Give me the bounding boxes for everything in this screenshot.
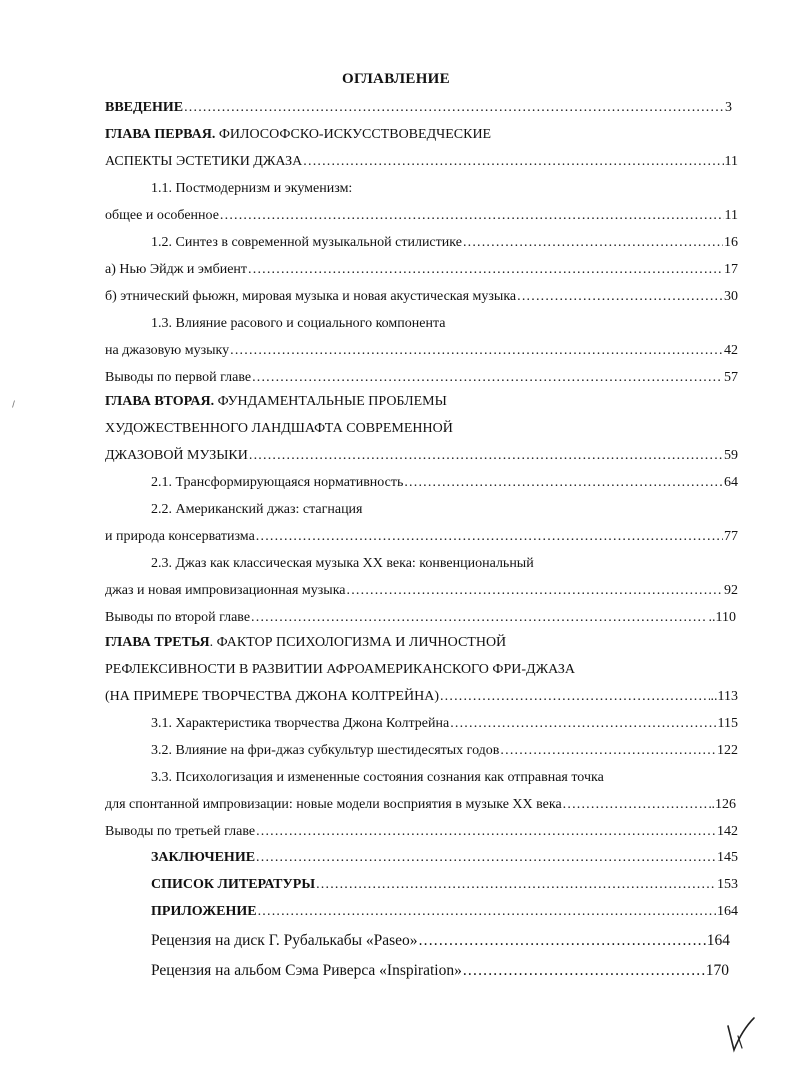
dot-leader [303, 152, 723, 172]
toc-label: Выводы по второй главе [105, 610, 251, 625]
chapter-2-heading [105, 392, 447, 412]
chapter-3-title-line-2: РЕФЛЕКСИВНОСТИ В РАЗВИТИИ АФРОАМЕРИКАНСКОГО ФРИ-ДЖАЗА [105, 662, 576, 677]
chapter-3-label: ГЛАВА ТРЕТЬЯ [105, 635, 210, 650]
toc-label: ДЖАЗОВОЙ МУЗЫКИ [105, 448, 248, 463]
dot-leader [440, 687, 710, 707]
chapter-1-label: ГЛАВА ПЕРВАЯ. [105, 127, 216, 142]
toc-entry-1-1 [105, 206, 738, 226]
toc-page-number: 164 [706, 932, 730, 949]
toc-entry-1-3 [105, 341, 738, 361]
toc-label: а) Нью Эйдж и эмбиент [105, 262, 248, 277]
dot-leader [563, 795, 711, 815]
toc-entry-3-1 [151, 714, 738, 734]
toc-entry-references [151, 875, 738, 895]
toc-page-number: 11 [724, 208, 738, 223]
toc-label: на джазовую музыку [105, 343, 230, 358]
toc-page-number: 142 [717, 824, 738, 839]
toc-entry-intro [105, 98, 732, 118]
dot-leader [184, 98, 724, 118]
toc-entry-chapter-1-conclusions [105, 368, 738, 388]
dot-leader [450, 714, 716, 734]
dot-leader [347, 581, 723, 601]
toc-label: Выводы по третьей главе [105, 824, 256, 839]
toc-label: 3.1. Характеристика творчества Джона Колтрейна [151, 716, 450, 731]
toc-entry-3-3 [105, 795, 736, 815]
dot-leader [256, 527, 723, 547]
toc-page-number: 115 [717, 716, 738, 731]
dot-leader [463, 233, 723, 253]
toc-entry-3-2 [151, 741, 738, 761]
toc-page-number: 42 [724, 343, 738, 358]
toc-label: б) этнический фьюжн, мировая музыка и новая акустическая музыка [105, 289, 517, 304]
toc-label: 1.2. Синтез в современной музыкальной стилистике [151, 235, 462, 250]
dot-leader [517, 287, 723, 307]
dot-leader [258, 902, 716, 922]
toc-page-number: 77 [724, 529, 738, 544]
toc-page-number: 11 [724, 154, 738, 169]
toc-label: и природа консерватизма [105, 529, 255, 544]
toc-label: СПИСОК ЛИТЕРАТУРЫ [151, 877, 316, 892]
handwritten-mark-icon [724, 1014, 758, 1054]
page-title: ОГЛАВЛЕНИЕ [342, 71, 450, 87]
toc-page-number: 145 [717, 850, 738, 865]
toc-label: 2.1. Трансформирующаяся нормативность [151, 475, 404, 490]
toc-page-number: .126 [711, 797, 736, 812]
dot-leader [419, 930, 706, 952]
dot-leader [256, 848, 716, 868]
toc-entry-2-3 [105, 581, 738, 601]
chapter-1-title: ФИЛОСОФСКО-ИСКУССТВОВЕДЧЕСКИЕ [215, 127, 492, 142]
dot-leader [463, 960, 705, 982]
section-3-3-heading: 3.3. Психологизация и измененные состояния сознания как отправная точка [151, 770, 604, 785]
toc-page-number: 64 [724, 475, 738, 490]
toc-label: ВВЕДЕНИЕ [105, 100, 184, 115]
dot-leader [316, 875, 716, 895]
toc-page-number: 16 [724, 235, 738, 250]
toc-page-number: ..113 [710, 689, 738, 704]
margin-mark-icon [12, 400, 15, 408]
toc-label: Рецензия на альбом Сэма Риверса «Inspiration» [151, 962, 462, 979]
chapter-2-label: ГЛАВА ВТОРАЯ. [105, 394, 215, 409]
toc-entry-chapter-3 [105, 687, 738, 707]
toc-entry-1-2-b [105, 287, 738, 307]
section-1-1-heading: 1.1. Постмодернизм и экуменизм: [151, 181, 353, 196]
section-2-2-heading: 2.2. Американский джаз: стагнация [151, 502, 363, 517]
dot-leader [248, 260, 723, 280]
section-1-3-heading: 1.3. Влияние расового и социального компонента [151, 316, 446, 331]
toc-page-number: 30 [724, 289, 738, 304]
toc-entry-conclusion [151, 848, 738, 868]
toc-label: общее и особенное [105, 208, 219, 223]
toc-label: Выводы по первой главе [105, 370, 252, 385]
toc-entry-review-2 [151, 960, 729, 982]
dot-leader [500, 741, 716, 761]
toc-label: ПРИЛОЖЕНИЕ [151, 904, 257, 919]
toc-entry-review-1 [151, 930, 730, 952]
toc-entry-2-1 [151, 473, 738, 493]
dot-leader [251, 608, 707, 628]
toc-page-number: 59 [724, 448, 738, 463]
toc-label: джаз и новая импровизационная музыка [105, 583, 346, 598]
toc-page-number: ..110 [708, 610, 736, 625]
toc-label: (НА ПРИМЕРЕ ТВОРЧЕСТВА ДЖОНА КОЛТРЕЙНА) [105, 689, 439, 704]
toc-page-number: 92 [724, 583, 738, 598]
toc-entry-chapter-2-conclusions [105, 608, 736, 628]
toc-label: Рецензия на диск Г. Рубалькабы «Paseo» [151, 932, 418, 949]
toc-page-number: 122 [717, 743, 738, 758]
toc-entry-1-2 [151, 233, 738, 253]
toc-page-number: 3 [725, 100, 732, 115]
toc-entry-2-2 [105, 527, 738, 547]
toc-entry-1-2-a [105, 260, 738, 280]
dot-leader [404, 473, 723, 493]
toc-page-number: 153 [717, 877, 738, 892]
toc-page-number: 170 [705, 962, 729, 979]
toc-page-number: 164 [717, 904, 738, 919]
toc-page-number: 57 [724, 370, 738, 385]
dot-leader [252, 368, 723, 388]
toc-label: 3.2. Влияние на фри-джаз субкультур шестидесятых годов [151, 743, 500, 758]
toc-label: для спонтанной импровизации: новые модели восприятия в музыке XX века [105, 797, 562, 812]
dot-leader [220, 206, 724, 226]
toc-label: ЗАКЛЮЧЕНИЕ [151, 850, 256, 865]
toc-label: АСПЕКТЫ ЭСТЕТИКИ ДЖАЗА [105, 154, 303, 169]
section-2-3-heading: 2.3. Джаз как классическая музыка XX века: конвенциональный [151, 556, 534, 571]
chapter-1-heading [105, 125, 491, 145]
toc-entry-appendix [151, 902, 738, 922]
chapter-3-title: . ФАКТОР ПСИХОЛОГИЗМА И ЛИЧНОСТНОЙ [209, 635, 507, 650]
dot-leader [230, 341, 723, 361]
toc-entry-chapter-1 [105, 152, 738, 172]
dot-leader [256, 822, 716, 842]
dot-leader [249, 446, 723, 466]
toc-entry-chapter-3-conclusions [105, 822, 738, 842]
chapter-2-title: ФУНДАМЕНТАЛЬНЫЕ ПРОБЛЕМЫ [214, 394, 447, 409]
chapter-2-title-line-2: ХУДОЖЕСТВЕННОГО ЛАНДШАФТА СОВРЕМЕННОЙ [105, 421, 453, 436]
toc-page-number: 17 [724, 262, 738, 277]
chapter-3-heading [105, 633, 506, 653]
toc-entry-chapter-2 [105, 446, 738, 466]
